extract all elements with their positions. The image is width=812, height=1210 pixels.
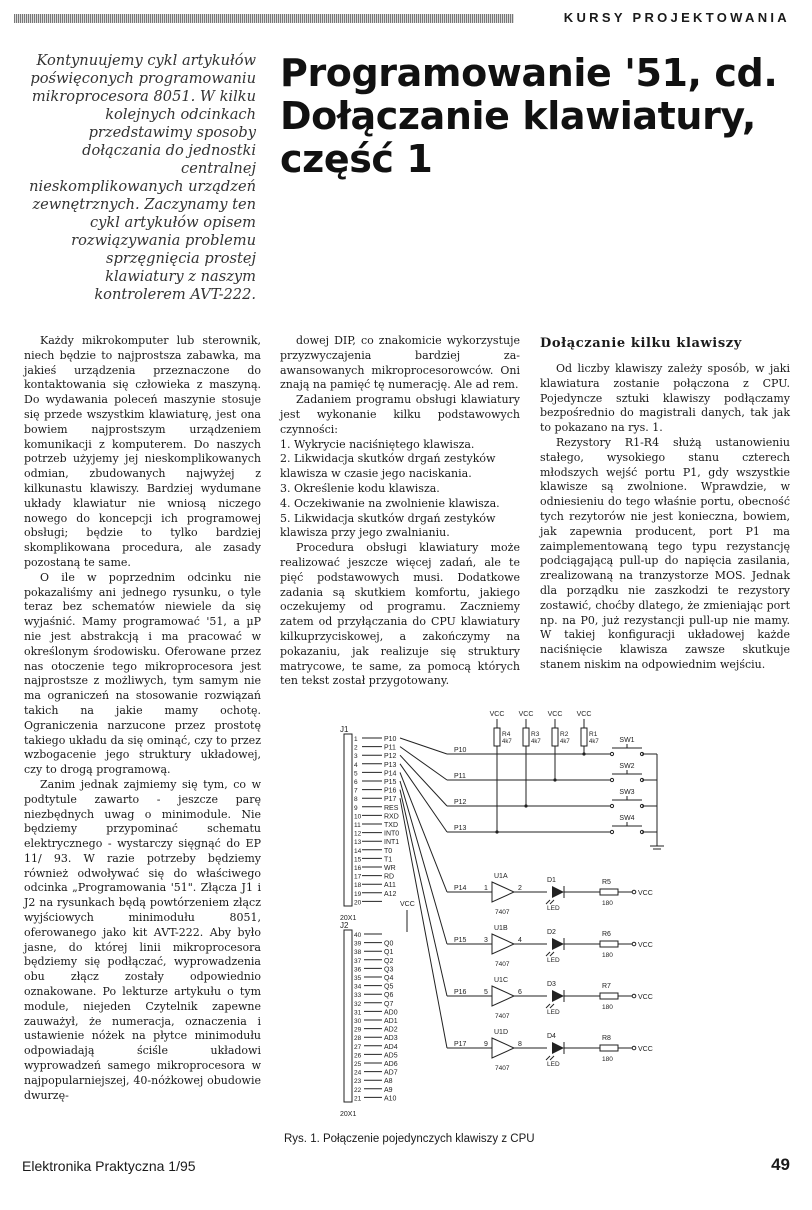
gate-pin: 1 — [484, 885, 488, 892]
resistor — [581, 728, 587, 746]
j1-type: 20X1 — [340, 915, 357, 922]
list-item: 3. Określenie kodu klawisza. — [280, 481, 440, 495]
switch-contact — [610, 752, 613, 755]
resistor-name: R8 — [602, 1035, 611, 1042]
j2-pin-label: AD4 — [384, 1043, 398, 1051]
j2-pin-number: 21 — [354, 1095, 362, 1103]
resistor — [600, 941, 618, 947]
resistor-name: R5 — [602, 879, 611, 886]
gate-name: U1D — [494, 1029, 509, 1036]
junction — [553, 778, 556, 781]
vcc-label: VCC — [518, 711, 534, 718]
resistor-name: R1 — [589, 731, 598, 738]
section-title: KURSY PROJEKTOWANIA — [563, 10, 790, 25]
led-ray — [546, 900, 550, 904]
port-label: P16 — [454, 989, 467, 996]
j2-pin-number: 35 — [354, 975, 362, 982]
text-column-1 — [24, 334, 261, 1103]
resistor — [494, 728, 500, 746]
j2-pin-number: 36 — [354, 966, 362, 974]
schematic-figure — [282, 706, 677, 1136]
j1-pin-number: 1 — [354, 736, 358, 743]
gate-name: U1A — [494, 873, 508, 880]
j2-pin-label: Q1 — [384, 949, 394, 957]
header-band — [14, 14, 514, 23]
port-label: P17 — [454, 1041, 467, 1048]
resistor — [552, 728, 558, 746]
figure-caption: Rys. 1. Połączenie pojedynczych klawiszy z CPU — [284, 1133, 535, 1145]
led-diode — [552, 886, 564, 898]
j1-pin-number: 6 — [354, 779, 358, 786]
switch-contact — [610, 830, 613, 833]
vcc-label: VCC — [547, 711, 563, 718]
resistor-name: R7 — [602, 983, 611, 990]
vcc-label: VCC — [576, 711, 592, 718]
led-ray — [546, 952, 550, 956]
j2-pin-label: AD2 — [384, 1026, 398, 1034]
junction — [524, 804, 527, 807]
title-line-1: Programowanie '51, cd. — [280, 51, 778, 95]
j1-pin-label: T1 — [384, 856, 393, 864]
j1-pin-label: T0 — [384, 847, 393, 855]
j2-pin-label: AD5 — [384, 1052, 398, 1060]
resistor-name: R6 — [602, 931, 611, 938]
gate-chip: 7407 — [495, 1065, 510, 1072]
led-diode — [552, 990, 564, 1002]
buffer-gate — [492, 986, 514, 1006]
intro-lead: Kontynuujemy cykl artykułów poświęconych programowaniu mikroprocesora 8051. W kilku kolejnych odcinkach przedstawimy sposoby dołączania do jednostki centralnej nieskomplikowanych urządzeń zewnętrznych. Zaczynamy ten cykl artykułów opisem rozwiązywania problemu sprzęgnięcia prostej klawiatury z naszym kontrolerem AVT-222. — [29, 52, 256, 303]
j1-pin-label: WR — [384, 865, 396, 872]
gate-pin: 9 — [484, 1041, 488, 1048]
port-label: P15 — [454, 937, 467, 944]
j2-pin-number: 33 — [354, 992, 362, 1000]
gate-pin: 4 — [518, 937, 522, 944]
schematic-svg — [282, 706, 677, 1131]
vcc-label: VCC — [400, 901, 415, 908]
j1-pin-number: 8 — [354, 796, 358, 804]
led-ray — [550, 952, 554, 956]
j1-pin-label: RES — [384, 804, 399, 812]
list-item: 5. Likwidacja skutków drgań zestyków klawisza przy jego zwalnianiu. — [280, 511, 496, 540]
switch-name: SW1 — [619, 737, 635, 744]
resistor-value: 180 — [602, 900, 613, 907]
j1-pin-label: INT0 — [384, 830, 400, 838]
j2-pin-number: 30 — [354, 1018, 362, 1025]
j2-pin-number: 37 — [354, 957, 362, 965]
vcc-label: VCC — [638, 1046, 653, 1053]
buffer-gate — [492, 1038, 514, 1058]
resistor-value: 4k7 — [560, 739, 570, 745]
led-label: LED — [547, 957, 560, 964]
j1-pin-label: P11 — [384, 744, 396, 752]
resistor-value: 180 — [602, 1004, 613, 1011]
resistor-value: 180 — [602, 952, 613, 959]
j1-pin-label: P15 — [384, 779, 397, 786]
j2-pin-label: Q3 — [384, 966, 394, 974]
j1-pin-number: 9 — [354, 804, 358, 812]
j2-pin-number: 38 — [354, 949, 362, 957]
j1-pin-label: P12 — [384, 753, 397, 761]
j1-pin-label: RXD — [384, 813, 399, 821]
j1-pin-label: TXD — [384, 822, 398, 829]
resistor — [600, 993, 618, 999]
led-ray — [546, 1056, 550, 1060]
j2-pin-label: AD7 — [384, 1069, 398, 1077]
gate-chip: 7407 — [495, 1013, 510, 1020]
j2-pin-label: Q6 — [384, 992, 394, 1000]
j1-label: J1 — [340, 725, 349, 734]
gate-pin: 6 — [518, 989, 522, 996]
j1-pin-number: 7 — [354, 787, 358, 795]
paragraph: Zadaniem programu obsługi klawiatury jest wykonanie kilku podstawowych czynności: — [280, 393, 520, 436]
bus-wire — [400, 790, 447, 996]
footer-magazine: Elektronika Praktyczna 1/95 — [22, 1158, 196, 1174]
led-name: D4 — [547, 1033, 556, 1040]
list-item: 4. Oczekiwanie na zwolnienie klawisza. — [280, 496, 500, 510]
page-number: 49 — [771, 1155, 790, 1174]
resistor — [600, 889, 618, 895]
j1-pin-number: 20 — [354, 899, 362, 907]
j2-pin-number: 34 — [354, 983, 362, 991]
title-line-2: Dołączanie klawiatury, — [280, 94, 756, 138]
port-label: P14 — [454, 885, 467, 892]
j2-pin-number: 28 — [354, 1035, 362, 1043]
gate-chip: 7407 — [495, 961, 510, 968]
j2-pin-label: Q5 — [384, 983, 394, 991]
j1-body — [344, 734, 352, 906]
led-ray — [550, 900, 554, 904]
j1-pin-number: 3 — [354, 753, 358, 761]
title-line-3: część 1 — [280, 137, 433, 181]
article-title — [280, 52, 792, 181]
led-label: LED — [547, 905, 560, 912]
j2-pin-label: Q4 — [384, 975, 394, 982]
port-label: P12 — [454, 799, 467, 806]
vcc-label: VCC — [638, 994, 653, 1001]
led-diode — [552, 938, 564, 950]
gate-pin: 2 — [518, 885, 522, 892]
led-label: LED — [547, 1061, 560, 1068]
list-item: 1. Wykrycie naciśniętego klawisza. — [280, 437, 475, 451]
paragraph: Procedura obsługi klawiatury może realizować jeszcze więcej zadań, ale te pięć podstawowych musi. Dodatkowe zadania są skutkiem komfortu, jakiego oczekujemy od programu. Zaczniemy zatem od przyłączania do CPU klawiatury kilkuprzyciskowej, a zakończymy na pokazaniu, jak realizuje się struktury matrycowe, te same, za pomocą których ten tekst został przygotowany. — [280, 541, 520, 688]
j2-type: 20X1 — [340, 1111, 357, 1118]
section-heading: Dołączanie kilku klawiszy — [540, 336, 742, 351]
resistor-value: 4k7 — [589, 739, 599, 745]
led-ray — [546, 1004, 550, 1008]
paragraph: Każdy mikrokomputer lub sterownik, niech będzie to najprostsza zabawka, ma jakieś urządzenia przeznaczone do kontaktowania się człowieka z maszyną. Do wydawania poleceń maszynie stosuje się przede wszystkim klawiaturę, jest ona bowiem najprostszym urządzeniem komunikacji z komputerem. Do naszych potrzeb użyjemy jej nieskomplikowanych odmian, zbudowanych najwyżej z kilkunastu klawiszy. Bardziej wydumane układy klawiatur nie wniosą niczego nowego do koncepcji ich programowej obsługi; będzie to tylko bardziej skomplikowana procedura, ale zasady pozostaną te same. — [24, 334, 261, 569]
led-diode — [552, 1042, 564, 1054]
j2-pin-label: A10 — [384, 1095, 397, 1103]
text-column-2 — [280, 334, 520, 689]
resistor — [600, 1045, 618, 1051]
j2-pin-label: Q7 — [384, 1000, 394, 1008]
j2-pin-number: 39 — [354, 940, 362, 948]
j1-pin-number: 10 — [354, 813, 362, 821]
gate-pin: 3 — [484, 937, 488, 944]
j1-pin-number: 13 — [354, 839, 362, 847]
junction — [495, 830, 498, 833]
paragraph: O ile w poprzednim odcinku nie pokazaliśmy ani jednego rysunku, o tyle teraz bez schematów niewiele da się wyjaśnić. Mamy programować '51, a µP nie jest abstrakcją i ma pracować w określonym środowisku. Oferowane przez nas otoczenie tego mikroprocesora jest najprostsze z możliwych, tym samym nie ma ograniczeń na stosowanie rozwiązań takich na jakie mamy ochotę. Ograniczenia narzucone przez prostotę takiego układu da się ominąć, czy to przez wzbogacenie jego struktury układowej, czy to drogą programową. — [24, 570, 261, 777]
resistor — [523, 728, 529, 746]
led-ray — [550, 1056, 554, 1060]
resistor-value: 4k7 — [531, 739, 541, 745]
j2-pin-number: 29 — [354, 1026, 362, 1034]
switch-contact — [610, 804, 613, 807]
buffer-gate — [492, 882, 514, 902]
bus-wire — [400, 772, 447, 892]
j2-pin-label: A9 — [384, 1086, 393, 1094]
j1-pin-number: 12 — [354, 830, 362, 838]
gate-chip: 7407 — [495, 909, 510, 916]
j2-pin-label: Q2 — [384, 957, 394, 965]
j2-pin-label: AD6 — [384, 1061, 398, 1068]
j2-pin-label: AD1 — [384, 1018, 398, 1025]
led-ray — [550, 1004, 554, 1008]
switch-name: SW4 — [619, 815, 635, 822]
j1-pin-number: 19 — [354, 890, 362, 898]
j2-pin-label: A8 — [384, 1078, 393, 1086]
j1-pin-number: 15 — [354, 856, 362, 864]
j2-pin-number: 40 — [354, 932, 362, 939]
j1-pin-number: 17 — [354, 873, 362, 881]
j1-pin-label: P17 — [384, 796, 397, 804]
j2-pin-number: 26 — [354, 1052, 362, 1060]
gate-name: U1B — [494, 925, 508, 932]
vcc-terminal — [632, 942, 636, 946]
vcc-label: VCC — [638, 890, 653, 897]
resistor-name: R4 — [502, 731, 511, 738]
j1-pin-number: 14 — [354, 847, 362, 855]
j1-pin-label: RD — [384, 873, 395, 881]
led-name: D2 — [547, 929, 556, 936]
j1-pin-label: A11 — [384, 882, 396, 890]
port-label: P10 — [454, 747, 467, 754]
task-list — [280, 438, 520, 542]
j2-pin-number: 25 — [354, 1061, 362, 1068]
j2-pin-label: AD0 — [384, 1009, 398, 1017]
vcc-label: VCC — [489, 711, 505, 718]
j1-pin-number: 11 — [354, 822, 361, 829]
resistor-name: R2 — [560, 731, 569, 738]
j2-pin-number: 32 — [354, 1000, 362, 1008]
j1-pin-label: P14 — [384, 770, 397, 778]
paragraph: Od liczby klawiszy zależy sposób, w jaki klawiatura zostanie połączona z CPU. Pojedyncze sztuki klawiszy podłączamy bezpośrednio do magistrali danych, tak jak to pokazano na rys. 1. — [540, 362, 790, 435]
led-name: D1 — [547, 877, 556, 884]
j1-pin-number: 4 — [354, 761, 358, 769]
buffer-gate — [492, 934, 514, 954]
gate-name: U1C — [494, 977, 509, 984]
text-column-3 — [540, 334, 790, 673]
junction — [582, 752, 585, 755]
j1-pin-number: 2 — [354, 744, 358, 752]
switch-contact — [610, 778, 613, 781]
switch-name: SW3 — [619, 789, 635, 796]
paragraph: Rezystory R1-R4 służą ustanowieniu stałego, wysokiego stanu czterech młodszych wejść portu P1, gdy wszystkie klawisze są zwolnione. Wprawdzie, w odniesieniu do tego właśnie portu, obecność tych rezytorów nie jest konieczna, bowiem, jak zapewnia producent, port P1 ma zaimplementowaną tego typu rezystancję podciągającą pull-up do napięcia zasilania, zrealizowaną na tranzystorze MOS. Jednak dla porządku nie zaszkodzi te rezystory zostawić, choćby dlatego, że zmieniając port np. na P0, już rezystancji pull-up nie mamy. W takiej konfiguracji układowej każde naciśnięcie klawisza zawsze skutkuje stanem niskim na odpowiednim wejściu. — [540, 435, 790, 671]
j2-pin-number: 27 — [354, 1043, 362, 1051]
j2-body — [344, 930, 352, 1102]
j2-pin-number: 24 — [354, 1069, 362, 1077]
j1-pin-number: 5 — [354, 770, 358, 778]
resistor-value: 180 — [602, 1056, 613, 1063]
j2-pin-number: 31 — [354, 1009, 362, 1017]
gate-pin: 5 — [484, 989, 488, 996]
vcc-label: VCC — [638, 942, 653, 949]
j1-pin-label: INT1 — [384, 839, 400, 847]
led-label: LED — [547, 1009, 560, 1016]
j1-pin-label: P10 — [384, 736, 397, 743]
gate-pin: 8 — [518, 1041, 522, 1048]
vcc-terminal — [632, 1046, 636, 1050]
j2-pin-number: 22 — [354, 1086, 362, 1094]
j1-pin-label: A12 — [384, 890, 397, 898]
j1-pin-number: 16 — [354, 865, 362, 872]
j1-pin-label: P16 — [384, 787, 397, 795]
resistor-name: R3 — [531, 731, 540, 738]
j2-pin-label: AD3 — [384, 1035, 398, 1043]
switch-name: SW2 — [619, 763, 635, 770]
j2-label: J2 — [340, 921, 349, 930]
j1-pin-label: P13 — [384, 761, 397, 769]
paragraph: dowej DIP, co znakomicie wykorzystuje przyzwyczajenia bardziej za-awansowanych mikroprocesorowców. Oni znają na pamięć tę numerację. Ale ad rem. — [280, 334, 520, 392]
led-name: D3 — [547, 981, 556, 988]
list-item: 2. Likwidacja skutków drgań zestyków klawisza w czasie jego naciskania. — [280, 452, 496, 481]
vcc-terminal — [632, 994, 636, 998]
j1-pin-number: 18 — [354, 882, 362, 890]
j2-pin-number: 23 — [354, 1078, 362, 1086]
port-label: P11 — [454, 773, 466, 780]
paragraph: Zanim jednak zajmiemy się tym, co w podtytule zawarto - jeszcze parę niezbędnych uwag o minimodule. Nie będziemy przypominać schematu elektrycznego - wystarczy sięgnąć do EP 11/ 93. W razie potrzeby będziemy również odwoływać się do właściwego odcinka „Programowania '51". Złącza J1 i J2 na rysunkach będą powtórzeniem złącz wyjściowych minimodułu 8051, oferowanego jako kit AVT-222. Aby było jasne, do której linii mikroprocesora będziemy się podłączać, wyprowadzenia obu złącz zostały odpowiednio oznakowane. Po lekturze artykułu o tym module, niejeden Czytelnik zapewne zauważył, że numeracja, oznaczenia i ustawienie nóżek na płytce minimodułu odpowiadają ściśle układowi wyprowadzeń samego mikroprocesora w najpopularniejszej, 40-nóżkowej obudowie dwurzę- — [24, 777, 261, 1102]
port-label: P13 — [454, 825, 467, 832]
resistor-value: 4k7 — [502, 739, 512, 745]
j2-pin-label: Q0 — [384, 940, 394, 948]
vcc-terminal — [632, 890, 636, 894]
